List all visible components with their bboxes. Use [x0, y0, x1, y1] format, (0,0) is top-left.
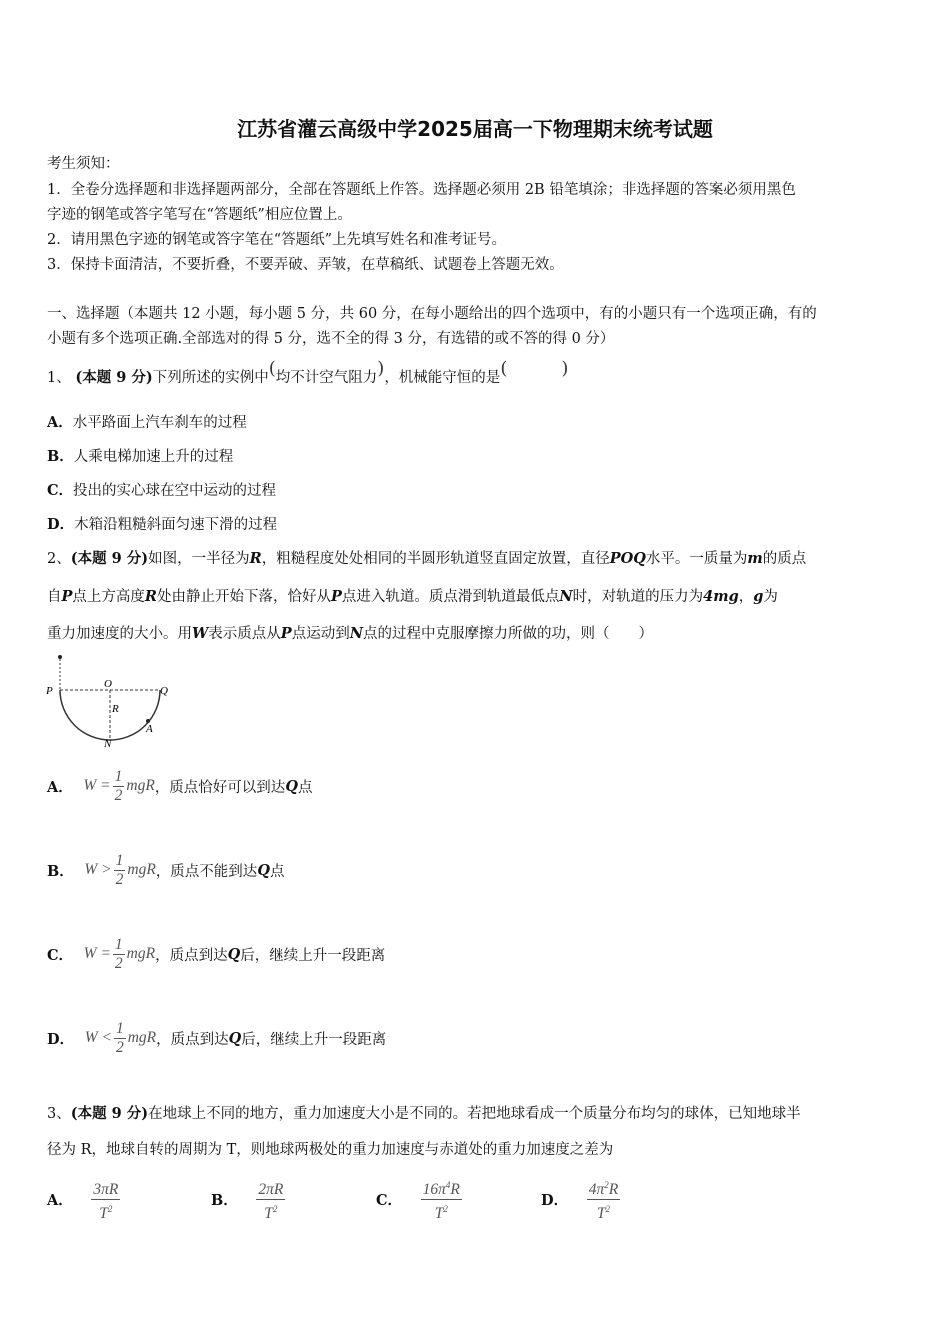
label-p: P [46, 685, 53, 697]
q3-stem-line-1: 3、(本题 9 分)在地球上不同的地方，重力加速度大小是不同的。若把地球看成一个质量分布均匀的球体，已知地球半 [47, 1105, 801, 1122]
q3-stem-line-2: 径为 R，地球自转的周期为 T，则地球两极处的重力加速度与赤道处的重力加速度之差为 [47, 1142, 614, 1158]
q1-prefix: 1、 [47, 370, 71, 386]
q1-option-b[interactable]: B．人乘电梯加速上升的过程 [47, 448, 234, 465]
page-title: 江苏省灌云高级中学2025届高一下物理期末统考试题 [237, 117, 713, 141]
label-a: A [146, 723, 153, 735]
q1-points: (本题 9 分) [75, 369, 153, 386]
q1-text-b: 均不计空气阻力 [275, 370, 378, 386]
q3-option-d[interactable]: D． $\frac{4\pi^2R}{T^2}$ [541, 1176, 622, 1223]
q2-stem-line-3: 重力加速度的大小。用W表示质点从P点运动到N点的过程中克服摩擦力所做的功，则（ ） [47, 625, 653, 642]
q2-option-b[interactable]: B． W > $\frac{1}{2}$ mgR，质点不能到达Q点 [47, 852, 285, 888]
notice-item-3: 3．保持卡面清洁，不要折叠，不要弄破、弄皱，在草稿纸、试题卷上答题无效。 [47, 257, 564, 273]
label-q: Q [160, 685, 168, 697]
section-line-2: 小题有多个选项正确.全部选对的得 5 分，选不全的得 3 分，有选错的或不答的得 0 分） [47, 331, 615, 347]
q3-option-c[interactable]: C． $\frac{16\pi^4R}{T^2}$ [376, 1176, 464, 1223]
semicircle-track-figure [42, 650, 182, 750]
notice-heading: 考生须知： [47, 156, 120, 172]
q3-option-b[interactable]: B． $\frac{2\pi R}{T^2}$ [211, 1176, 287, 1223]
q2-option-d[interactable]: D． W < $\frac{1}{2}$ mgR，质点到达Q后，继续上升一段距离 [47, 1020, 387, 1056]
label-n: N [104, 738, 112, 750]
notice-item-1a: 1．全卷分选择题和非选择题两部分，全部在答题纸上作答。选择题必须用 2B 铅笔填涂；非选择题的答案必须用黑色 [47, 182, 796, 198]
q1-option-c[interactable]: C．投出的实心球在空中运动的过程 [47, 482, 277, 499]
q2-option-a[interactable]: A． W = $\frac{1}{2}$ mgR，质点恰好可以到达Q点 [47, 768, 313, 804]
notice-item-1b: 字迹的钢笔或答字笔写在“答题纸”相应位置上。 [47, 207, 352, 223]
q1-stem: 1、 (本题 9 分)下列所述的实例中(均不计空气阻力)，机械能守恒的是( ) [47, 358, 569, 386]
q1-option-d[interactable]: D．木箱沿粗糙斜面匀速下滑的过程 [47, 516, 278, 533]
particle-start-point [58, 655, 62, 659]
q1-text-a: 下列所述的实例中 [152, 370, 269, 386]
q1-text-c: ，机械能守恒的是 [384, 370, 501, 386]
q3-option-a[interactable]: A． $\frac{3\pi R}{T^2}$ [47, 1176, 122, 1223]
q2-stem-line-1: 2、(本题 9 分)如图，一半径为R，粗糙程度处处相同的半圆形轨道竖直固定放置，直径POQ水平。一质量为m的质点 [47, 550, 807, 567]
section-line-1: 一、选择题（本题共 12 小题，每小题 5 分，共 60 分，在每小题给出的四个选项中，有的小题只有一个选项正确，有的 [47, 306, 817, 322]
notice-item-2: 2．请用黑色字迹的钢笔或答字笔在“答题纸”上先填写姓名和准考证号。 [47, 232, 507, 248]
label-o: O [104, 678, 112, 690]
label-r: R [112, 703, 119, 715]
q2-stem-line-2: 自P点上方高度R处由静止开始下落，恰好从P点进入轨道。质点滑到轨道最低点N时，对轨道的压力为4mg，g为 [47, 588, 778, 605]
q1-option-a[interactable]: A．水平路面上汽车刹车的过程 [47, 414, 247, 431]
q2-option-c[interactable]: C． W = $\frac{1}{2}$ mgR，质点到达Q后，继续上升一段距离 [47, 936, 386, 972]
